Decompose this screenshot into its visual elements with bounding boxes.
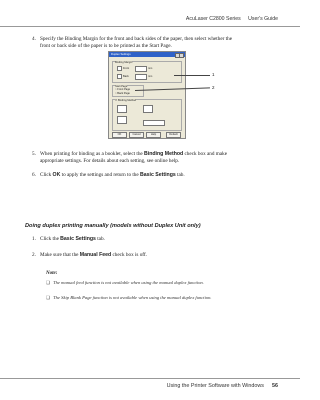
footer-text: Using the Printer Software with Windows [166,383,264,389]
binding-method-group [112,99,182,131]
step-6-text-end: tab. [175,172,185,178]
binding-method-checkbox[interactable]: ☐ Binding Method [115,98,137,102]
dialog-titlebar [109,52,185,57]
cancel-button[interactable]: Cancel [129,132,144,138]
section-step-2-bold: Manual Feed [79,252,112,258]
front-page-icon [117,66,122,71]
section-step-2-text-end: check box is off. [111,252,147,258]
front-unit: mm [148,66,153,70]
start-front-label: Front Page [117,88,131,91]
section-step-1 [32,236,285,243]
step-6-text-mid: to apply the settings and return to the [60,172,140,178]
start-page-label: Start Page [115,84,128,88]
section-step-1-line [40,236,285,243]
callout-1: 1 [212,72,215,77]
page-footer [167,383,278,389]
step-4-line2: front or back side of the paper is to be printed as the Start Page. [40,43,172,49]
start-back-label: Back Page [117,91,130,95]
section-step-2-line [40,252,285,259]
binding-method-label: Binding Method [118,98,137,102]
step-5-text: When printing for binding as a booklet, select the [40,151,145,157]
note-item-2-text: The Skip Blank Page function is not available when using the manual duplex function. [53,295,212,300]
header-guide: User's Guide [248,16,278,22]
section-step-1-text: Click the [40,236,61,242]
binding-option-icon [117,105,127,113]
binding-margin-group [112,61,182,83]
section-step-1-number: 1. [32,236,36,242]
start-front-radio[interactable]: ○ Front Page [115,88,131,91]
section-step-1-bold: Basic Settings [60,236,96,242]
step-5-number: 5. [32,151,36,157]
step-4-number: 4. [32,36,36,42]
callout-2: 2 [212,85,215,90]
bullet-icon: ❏ [46,280,51,285]
back-margin-input[interactable] [135,74,147,80]
binding-margin-label: Binding Margin [115,60,133,64]
duplex-settings-dialog [108,51,186,139]
section-step-2-text: Make sure that the [40,252,80,258]
step-5-line1 [40,151,285,158]
header-product: AcuLaser C2800 Series [185,16,241,22]
help-button[interactable]: Help [146,132,161,138]
section-step-2-number: 2. [32,252,36,258]
note-item-2 [46,295,212,301]
bullet-icon: ❏ [46,295,51,300]
step-5-bold: Binding Method [144,151,184,157]
section-step-1-text-end: tab. [95,236,105,242]
binding-option-icon [143,105,153,113]
start-back-radio[interactable]: ○ Back Page [115,91,130,95]
ok-button[interactable]: OK [112,132,127,138]
front-label: Front [123,66,130,70]
page-header [186,16,278,22]
step-6-bold-ok: OK [52,172,61,178]
section-heading: Doing duplex printing manually (models without Duplex Unit only) [25,223,201,229]
step-5-text-end: check box and make [183,151,227,157]
back-unit: mm [148,74,153,78]
close-icon[interactable] [179,53,184,58]
section-step-2 [32,252,285,259]
step-6-text: Click [40,172,53,178]
page-number: 56 [272,383,278,389]
callout-line-1 [174,75,210,76]
step-6 [32,172,285,179]
header-divider [0,26,300,27]
back-label: Back [123,74,129,78]
step-5 [32,151,285,165]
start-page-group [112,85,144,97]
footer-divider [0,378,300,379]
step-6-line1 [40,172,285,179]
default-button[interactable]: Default [166,132,181,138]
binding-method-select[interactable] [143,120,165,126]
note-item-1 [46,280,204,286]
binding-option-icon [117,116,127,124]
step-4 [32,36,280,50]
back-page-icon [117,74,122,79]
step-5-line2: appropriate settings. For details about each setting, see online help. [40,158,180,164]
dialog-title: Duplex Settings [111,52,131,56]
note-item-1-text: The manual feed function is not available when using the manual duplex function. [53,280,204,285]
note-label: Note: [46,271,58,276]
front-margin-input[interactable] [135,66,147,72]
step-6-bold-tab: Basic Settings [140,172,176,178]
step-4-line1: Specify the Binding Margin for the front and back sides of the paper, then select whether the [40,36,233,42]
step-6-number: 6. [32,172,36,178]
